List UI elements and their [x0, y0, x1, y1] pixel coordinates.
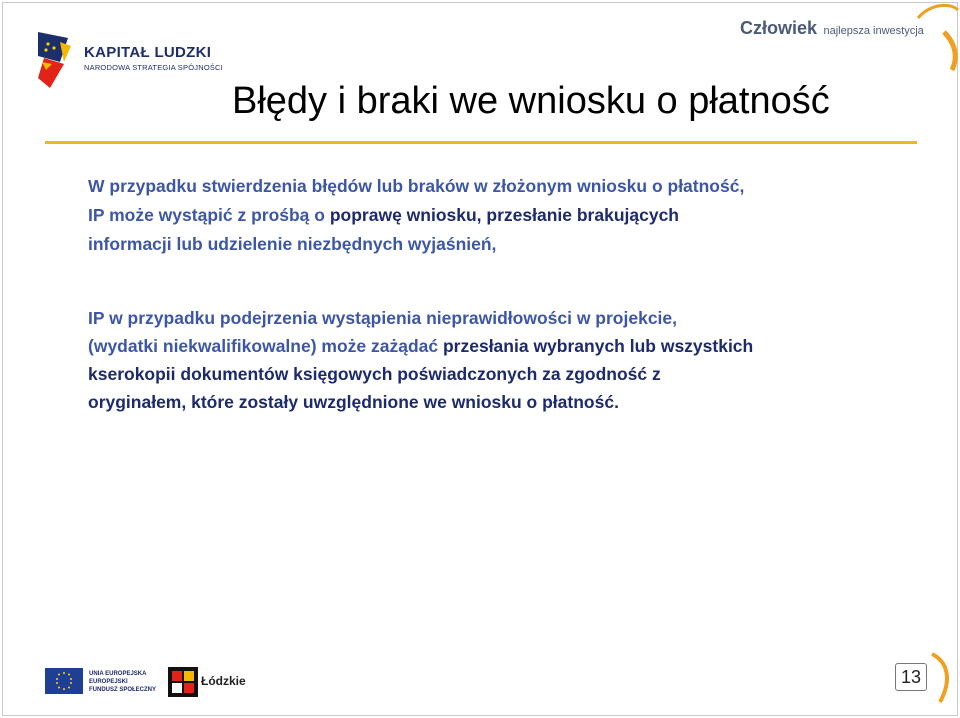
title-divider — [45, 141, 917, 144]
paragraph-1-line-1: W przypadku stwierdzenia błędów lub braków w złożonym wniosku o płatność, — [88, 176, 745, 196]
paragraph-1-line-2b: poprawę wniosku, przesłanie brakujących — [329, 205, 679, 225]
paragraph-2-line-2b: przesłania wybranych lub wszystkich — [442, 336, 754, 356]
paragraph-1-line-2 — [88, 201, 744, 230]
paragraph-2-line-4: oryginałem, które zostały uwzględnione we wniosku o płatność. — [88, 392, 619, 412]
eu-label-line-1: UNIA EUROPEJSKA — [89, 671, 147, 677]
paragraph-2-line-3: kserokopii dokumentów księgowych poświadczonych za zgodność z — [88, 364, 661, 384]
paragraph-2-line-2 — [88, 332, 753, 360]
eu-flag-icon — [45, 668, 83, 694]
paragraph-1-line-2a: IP może wystąpić z prośbą o — [88, 205, 330, 225]
czlowiek-logo — [740, 18, 924, 39]
kapital-ludzki-title: KAPITAŁ LUDZKI — [84, 44, 212, 61]
paragraph-2 — [88, 304, 753, 416]
orange-swoosh-icon — [900, 0, 960, 80]
paragraph-2-line-2a: (wydatki niekwalifikowalne) może zażądać — [88, 336, 443, 356]
lodzkie-logo-icon — [168, 667, 198, 697]
paragraph-2-line-1: IP w przypadku podejrzenia wystąpienia nieprawidłowości w projekcie, — [88, 308, 678, 328]
lodzkie-label: Łódzkie — [201, 674, 246, 688]
kapital-ludzki-logo — [38, 28, 223, 90]
paragraph-1 — [88, 172, 744, 259]
slide-title: Błędy i braki we wniosku o płatność — [232, 80, 830, 122]
czlowiek-logo-title: Człowiek — [740, 18, 818, 38]
eu-label — [89, 670, 156, 694]
kapital-ludzki-subtitle: NARODOWA STRATEGIA SPÓJNOŚCI — [84, 63, 223, 72]
orange-swoosh-bottom-icon — [918, 650, 958, 710]
paragraph-1-line-3: informacji lub udzielenie niezbędnych wyjaśnień, — [88, 234, 497, 254]
eu-label-line-2: EUROPEJSKI — [89, 679, 128, 685]
kapital-ludzki-emblem-icon — [38, 28, 74, 88]
czlowiek-logo-subtitle: najlepsza inwestycja — [823, 25, 924, 37]
eu-label-line-3: FUNDUSZ SPOŁECZNY — [89, 687, 157, 693]
page-number: 13 — [895, 663, 927, 691]
